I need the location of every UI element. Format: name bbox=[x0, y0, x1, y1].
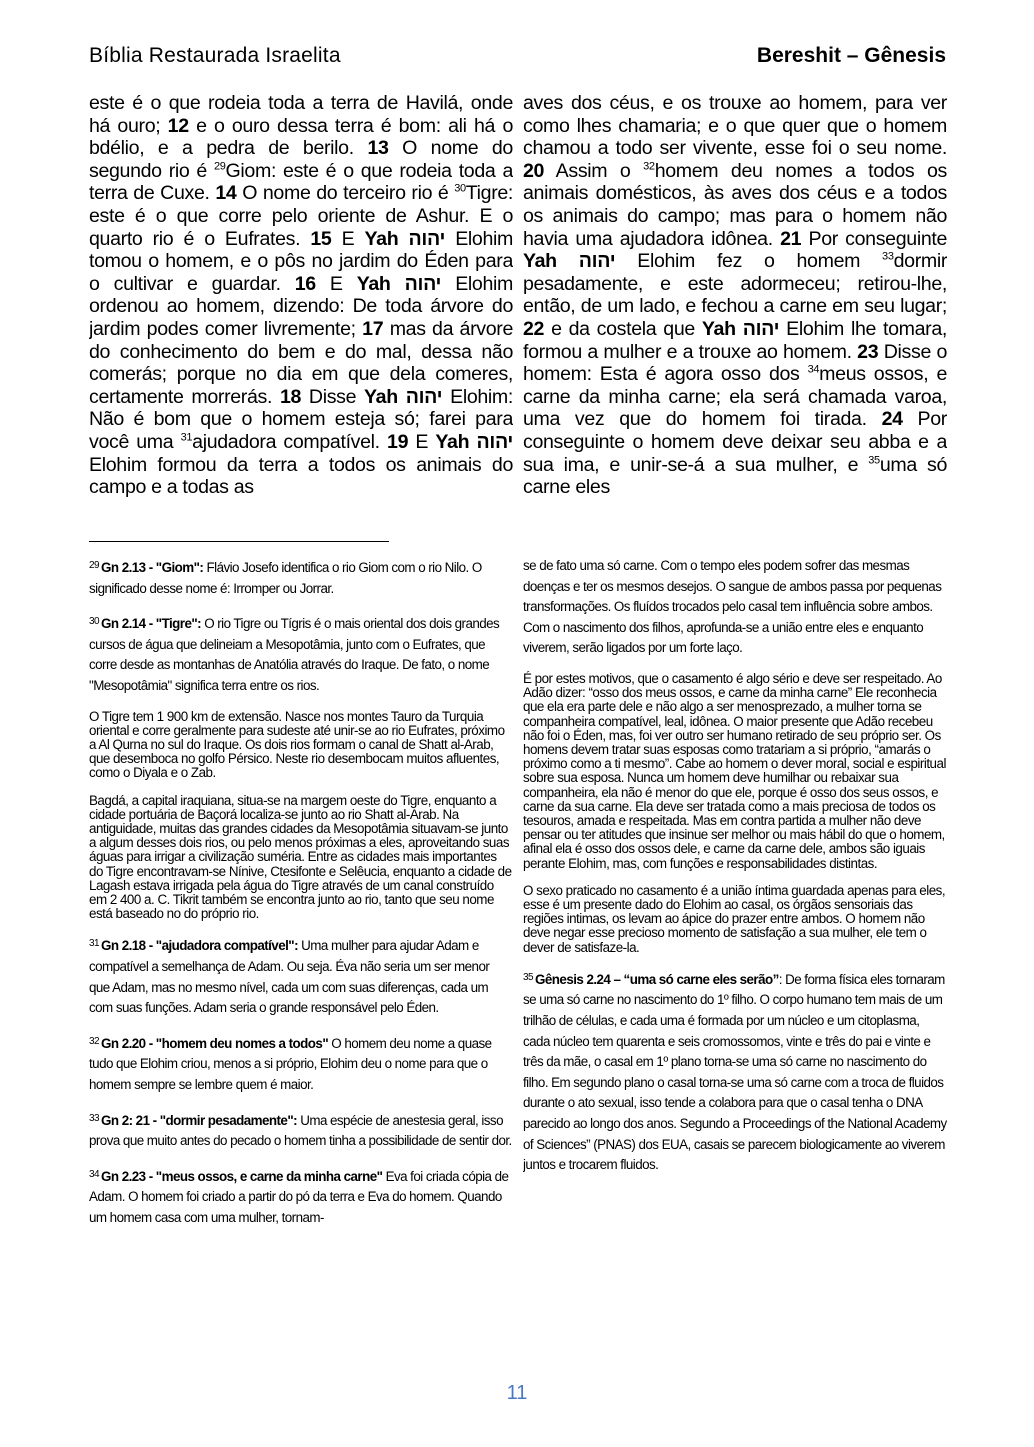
footnote-reference: Gn 2.13 - "Giom": bbox=[101, 560, 204, 575]
footnote bbox=[89, 1032, 513, 1096]
footnote-reference: Gn 2.20 - "homem deu nomes a todos" bbox=[101, 1035, 329, 1051]
footnote-reference: Gn 2.23 - "meus ossos, e carne da minha carne" bbox=[101, 1168, 383, 1184]
footnote-number: 32 bbox=[89, 1035, 100, 1047]
footnote-marker: 33 bbox=[882, 250, 894, 263]
verse-number: 18 bbox=[279, 385, 302, 408]
verse-number: 22 bbox=[523, 317, 545, 340]
divine-name: Yah יהוה bbox=[364, 385, 443, 408]
verse-text: uma só carne eles bbox=[523, 453, 947, 499]
verse-text: dormir pesadamente, e este adormeceu; retirou-lhe, então, de um lado, e fechou a carne em seu lugar; bbox=[523, 250, 947, 318]
footnote-text: O Tigre tem 1 900 km de extensão. Nasce nos montes Tauro da Turquia oriental e corre geralmente para sudeste até unir-se ao rio Eufrates, próximo a Al Qurna no sul do Iraque. Os dois rios formam o canal de Shatt al-Arab, que desemboca no golfo Pérsico. Neste rio desembocam muitos afluentes, como o Diyala e o Zab. bbox=[89, 708, 505, 781]
footnotes-column-left bbox=[89, 556, 513, 1356]
verse-number: 20 bbox=[523, 159, 545, 182]
divine-name: Yah יהוה bbox=[701, 317, 780, 340]
footnote-text: O rio Tigre ou Tígris é o mais oriental dos dois grandes cursos de água que delineiam a Mesopotâmia, junto com o Eufrates, que corre desde as montanhas de Anatólia através do Iraque. De fato, o nome "Mesopotâmia" significa terra entre os rios. bbox=[89, 616, 500, 693]
verse-text: E bbox=[315, 272, 357, 295]
verse-text: mas da árvore do conhecimento do bem e do mal, dessa não comerás; porque no dia em que dela comeres, certamente morrerás. bbox=[89, 317, 513, 408]
footnote-marker: 34 bbox=[807, 363, 820, 376]
footnote-separator bbox=[89, 541, 389, 542]
footnote bbox=[89, 556, 513, 599]
divine-name: Yah יהוה bbox=[435, 430, 513, 453]
footnote-text: Uma mulher para ajudar Adam e compatível a semelhança de Adam. Ou seja. Éva não seria um ser menor que Adam, mas no mesmo nível, cada um com suas diferenças, cada um com suas funções. Adam seria o grande responsável pelo Éden. bbox=[89, 938, 490, 1016]
verse-text: E bbox=[331, 227, 365, 250]
verse-number: 12 bbox=[167, 114, 189, 137]
verse-text: E bbox=[408, 430, 436, 453]
verse-number: 24 bbox=[881, 408, 903, 431]
verse-text: Elohim tomou o homem, e o pôs no jardim do Éden para o cultivar e guardar. bbox=[89, 227, 513, 295]
verse-text: meus ossos, e carne da minha carne; ela será chamada varoa, uma vez que do homem foi tirada. bbox=[523, 363, 947, 431]
verse-number: 19 bbox=[387, 430, 409, 453]
verse-text: Por conseguinte bbox=[801, 227, 947, 250]
footnote-marker: 32 bbox=[643, 160, 655, 173]
footnote-reference: Gênesis 2.24 – “uma só carne eles serão” bbox=[535, 971, 779, 987]
verse-number: 14 bbox=[215, 182, 237, 205]
verse-text: homem deu nomes a todos os animais domésticos, às aves dos céus e a todos os animais do campo; mas para o homem não havia uma ajudadora idônea. bbox=[523, 159, 947, 250]
verse-text: Assim o bbox=[544, 159, 644, 182]
footnote bbox=[523, 672, 947, 871]
footnote-number: 35 bbox=[523, 971, 534, 983]
footnote bbox=[523, 968, 947, 1176]
scripture-paragraph bbox=[89, 92, 513, 499]
scripture-column-right bbox=[523, 92, 947, 504]
page-number: 11 bbox=[506, 1382, 528, 1404]
verse-text: Giom: este é o que rodeia toda a terra de Cuxe. bbox=[89, 159, 513, 205]
verse-text: este é o que rodeia toda a terra de Havilá, onde há ouro; bbox=[89, 92, 513, 137]
divine-name: Yah יהוה bbox=[356, 272, 442, 295]
footnote-text: : De forma física eles tornaram se uma só carne no nascimento do 1º filho. O corpo humano tem mais de um trilhão de células, e cada uma é formada por um núcleo e um citoplasma, cada núcleo tem quarenta e seis cromossomos, vinte e três do pai e vinte e três da mãe, o casal em 1º plano torna-se uma só carne no nascimento do filho. Em segundo plano o casal torna-se uma só carne com a troca de fluidos durante o ato sexual, isso tende a colabora para que o casal tenha o DNA parecido ao longo dos anos. Segundo a Proceedings of the National Academy of Sciences” (PNAS) dos EUA, casais se parecem biologicamente ao viverem juntos e trocarem fluidos. bbox=[523, 971, 947, 1173]
footnote-text: O sexo praticado no casamento é a união íntima guardada apenas para eles, esse é um presente dado do Elohim ao casal, os órgãos sensoriais das regiões intimas, os levam ao ápice do prazer entre ambos. O homem não deve negar esse precioso momento de satisfação a sua mulher, ele tem o dever de satisfaze-la. bbox=[523, 882, 946, 955]
footnotes-column-right bbox=[523, 556, 947, 1356]
footnote-text: Flávio Josefo identifica o rio Giom com o rio Nilo. O significado desse nome é: Irromper ou Jorrar. bbox=[89, 560, 482, 596]
verse-text: aves dos céus, e os trouxe ao homem, para ver como lhes chamaria; e o que quer que o homem chamou a todo ser vivente, esse foi o seu nome. bbox=[523, 92, 947, 160]
footnote-text: Eva foi criada cópia de Adam. O homem foi criado a partir do pó da terra e Eva do homem. Quando um homem casa com uma mulher, tornam- bbox=[89, 1168, 509, 1225]
divine-name: Yah יהוה bbox=[523, 250, 616, 273]
footnote-text: se de fato uma só carne. Com o tempo eles podem sofrer das mesmas doenças e ter os mesmos desejos. O sangue de ambos passa por pequenas transformações. Os fluídos trocados pelo casal tem influência sobre ambos. Com o nascimento dos filhos, aprofunda-se a união entre eles e enquanto viverem, serão ligados por um forte laço. bbox=[523, 558, 942, 656]
footnote-marker: 35 bbox=[868, 453, 880, 466]
verse-number: 23 bbox=[857, 340, 879, 363]
verse-number: 15 bbox=[310, 227, 332, 250]
footnote bbox=[523, 556, 947, 659]
running-header-chapter: Bereshit – Gênesis bbox=[756, 44, 946, 67]
footnote-text: Uma espécie de anestesia geral, isso prova que muito antes do pecado o homem tinha a possibilidade de sentir dor. bbox=[89, 1112, 512, 1149]
verse-text: O nome do segundo rio é bbox=[89, 137, 513, 182]
footnote bbox=[89, 710, 513, 781]
footnote-reference: Gn 2.18 - "ajudadora compatível": bbox=[101, 938, 298, 954]
verse-text: Elohim fez o homem bbox=[615, 250, 883, 273]
verse-number: 17 bbox=[362, 317, 384, 340]
footnote bbox=[89, 934, 513, 1018]
verse-text: Elohim lhe tomara, formou a mulher e a trouxe ao homem. bbox=[523, 317, 947, 363]
footnote-number: 29 bbox=[89, 560, 100, 571]
verse-text: Disse bbox=[301, 385, 365, 408]
footnote-marker: 29 bbox=[213, 160, 226, 173]
footnote-number: 30 bbox=[89, 616, 100, 628]
verse-text: Elohim: Não é bom que o homem esteja só; farei para você uma bbox=[89, 385, 513, 453]
footnote-marker: 30 bbox=[454, 182, 466, 195]
running-header-book: Bíblia Restaurada Israelita bbox=[89, 44, 341, 67]
footnote-text: O homem deu nome a quase tudo que Elohim criou, menos a si próprio, Elohim deu o nome para que o homem sempre se lembre quem é maior. bbox=[89, 1035, 492, 1092]
footnote-number: 33 bbox=[89, 1112, 100, 1124]
footnote-text: É por estes motivos, que o casamento é algo sério e deve ser respeitado. Ao Adão dizer: “osso dos meus ossos, e carne da minha carne” Ele reconhecia que ela era parte dele e não algo a ser menosprezado, a mulher torna se companheira compatível, leal, idônea. O maior presente que Adão recebeu não foi o Éden, mas, foi ver outro ser humano retirado de seu próprio ser. Os homens devem tratar suas esposas como tratariam a si próprio, “amarás o próximo como a ti mesmo”. Cabe ao homem o dever moral, social e espiritual sobre sua esposa. Nunca um homem deve humilhar ou rebaixar sua companheira, ela não é menor do que ele, porque é osso dos seus ossos, e carne da sua carne. Ela deve ser tratada como a mais preciosa de todos os tesouros, amada e respeitada. Mas em contra partida a mulher não deve pensar ou ter atitudes que insinue ser melhor ou mais hábil do que o homem, afinal ela é osso dos ossos dele, e carne da carne dele, ambos são iguais perante Elohim, mas, com funções e responsabilidades distintas. bbox=[523, 670, 946, 871]
verse-text: ajudadora compatível. bbox=[192, 430, 388, 453]
divine-name: Yah יהוה bbox=[364, 227, 446, 250]
footnote-text: Bagdá, a capital iraquiana, situa-se na margem oeste do Tigre, enquanto a cidade portuária de Baçorá localiza-se junto ao rio Shatt al-Arab. Na antiguidade, muitas das grandes cidades da Mesopotâmia situavam-se junto a algum desses dois rios, ou pelo menos próximas a eles, aproveitando suas águas para irrigar a civilização suméria. Entre as cidades mais importantes do Tigre encontravam-se Nínive, Ctesifonte e Selêucia, enquanto a cidade de Lagash estava irrigada pela água do Tigre através de um canal construído em 2 400 a. C. Tikrit também se encontra junto ao rio, tanto que seu nome está baseado no do próprio rio. bbox=[89, 792, 512, 922]
verse-text: Por conseguinte o homem deve deixar seu abba e a sua ima, e unir-se-á a sua mulher, e bbox=[523, 408, 947, 476]
verse-text: Elohim formou da terra a todos os animais do campo e a todas as bbox=[89, 453, 513, 499]
footnote-marker: 31 bbox=[180, 431, 193, 444]
footnote bbox=[89, 1165, 513, 1229]
footnote bbox=[89, 1109, 513, 1152]
verse-text: O nome do terceiro rio é bbox=[236, 182, 455, 205]
footnote-number: 34 bbox=[89, 1168, 100, 1180]
footnote bbox=[89, 612, 513, 696]
verse-text: e da costela que bbox=[544, 317, 702, 340]
verse-text: e o ouro dessa terra é bom: ali há o bdélio, e a pedra de berilo. bbox=[89, 114, 513, 160]
scripture-column-left bbox=[89, 92, 513, 504]
verse-text: Disse o homem: Esta é agora osso dos bbox=[523, 340, 947, 386]
footnote-reference: Gn 2.14 - "Tigre": bbox=[101, 616, 202, 632]
verse-number: 21 bbox=[780, 227, 802, 250]
footnote-reference: Gn 2: 21 - "dormir pesadamente": bbox=[101, 1112, 298, 1128]
verse-text: Elohim ordenou ao homem, dizendo: De toda árvore do jardim podes comer livremente; bbox=[89, 272, 513, 340]
footnote-number: 31 bbox=[89, 938, 100, 950]
footnote bbox=[89, 794, 513, 922]
verse-number: 13 bbox=[367, 137, 389, 160]
footnote bbox=[523, 884, 947, 955]
verse-number: 16 bbox=[294, 272, 316, 295]
verse-text: Tigre: este é o que corre pelo oriente de Ashur. E o quarto rio é o Eufrates. bbox=[89, 182, 513, 250]
scripture-paragraph bbox=[523, 92, 947, 499]
